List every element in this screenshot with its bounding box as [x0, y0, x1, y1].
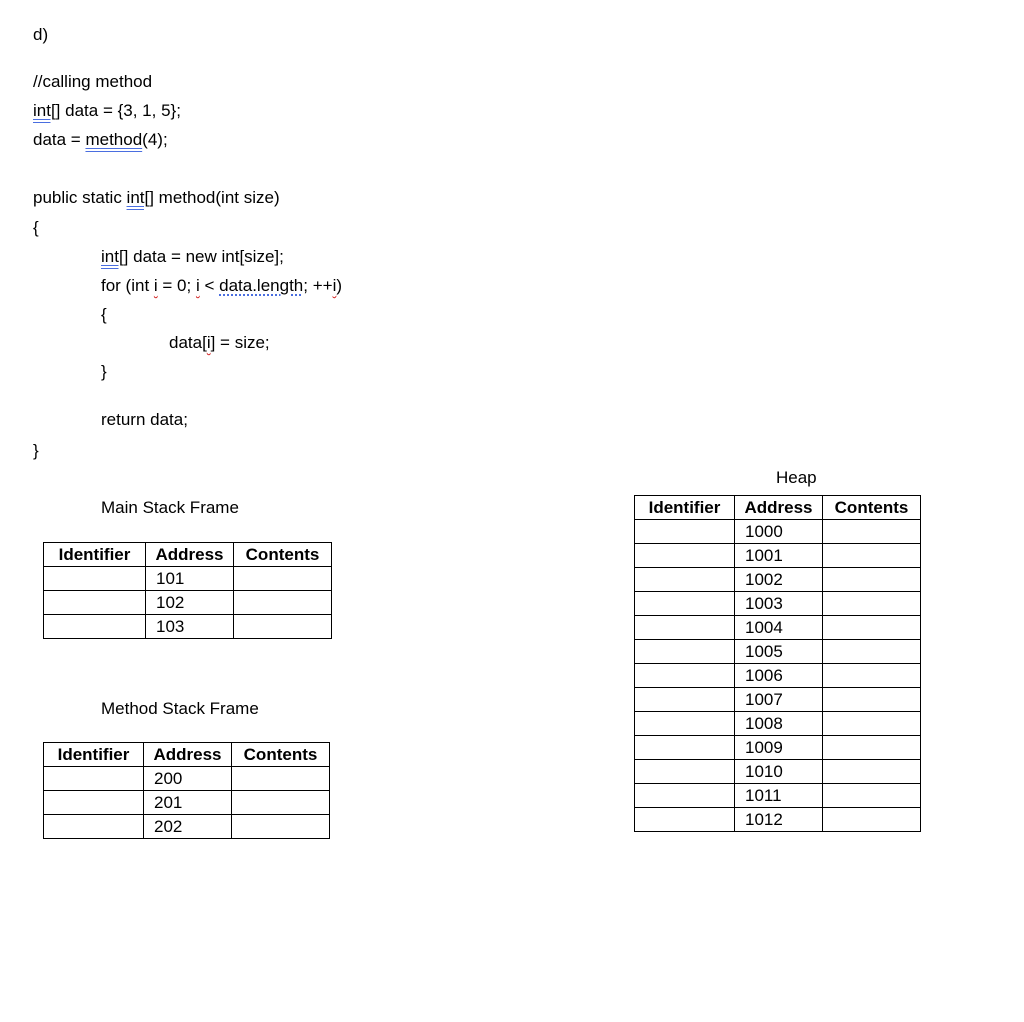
contents-cell[interactable] — [234, 567, 332, 591]
table-row — [635, 520, 921, 544]
identifier-cell[interactable] — [635, 760, 735, 784]
table-row — [44, 767, 330, 791]
address-cell: 1004 — [735, 616, 823, 640]
header-identifier: Identifier — [635, 496, 735, 520]
identifier-cell[interactable] — [44, 767, 144, 791]
code-type-token: int[] — [126, 188, 154, 207]
identifier-cell[interactable] — [635, 712, 735, 736]
code-var-token: i — [332, 276, 337, 295]
code-length-token: data.length — [219, 276, 304, 295]
code-text: method(int size) — [153, 188, 280, 207]
contents-cell[interactable] — [823, 616, 921, 640]
code-text: ) — [336, 276, 343, 295]
code-var-token: i — [206, 333, 211, 352]
code-type-token: int[] — [101, 247, 129, 266]
table-header-row — [44, 543, 332, 567]
address-cell: 103 — [146, 615, 234, 639]
contents-cell[interactable] — [823, 688, 921, 712]
identifier-cell[interactable] — [44, 591, 146, 615]
table-row — [635, 616, 921, 640]
code-return-line: return data; — [101, 410, 188, 429]
code-text: public static — [33, 188, 127, 207]
address-cell: 1008 — [735, 712, 823, 736]
contents-cell[interactable] — [823, 520, 921, 544]
header-contents: Contents — [234, 543, 332, 567]
address-cell: 202 — [144, 815, 232, 839]
contents-cell[interactable] — [234, 591, 332, 615]
contents-cell[interactable] — [232, 767, 330, 791]
question-label: d) — [33, 25, 49, 44]
table-row — [635, 808, 921, 832]
address-cell: 1000 — [735, 520, 823, 544]
address-cell: 1009 — [735, 736, 823, 760]
address-cell: 1010 — [735, 760, 823, 784]
code-text: < — [199, 276, 220, 295]
identifier-cell[interactable] — [635, 784, 735, 808]
table-row — [635, 784, 921, 808]
code-text: data = new int[size]; — [128, 247, 284, 266]
contents-cell[interactable] — [234, 615, 332, 639]
table-row — [44, 815, 330, 839]
contents-cell[interactable] — [823, 640, 921, 664]
address-cell: 1007 — [735, 688, 823, 712]
header-address: Address — [146, 543, 234, 567]
contents-cell[interactable] — [823, 664, 921, 688]
code-text: ; ++ — [303, 276, 333, 295]
address-cell: 1003 — [735, 592, 823, 616]
contents-cell[interactable] — [823, 568, 921, 592]
address-cell: 1011 — [735, 784, 823, 808]
table-row — [635, 688, 921, 712]
header-address: Address — [144, 743, 232, 767]
code-line-method-call — [33, 130, 168, 150]
table-row — [635, 592, 921, 616]
address-cell: 201 — [144, 791, 232, 815]
address-cell: 102 — [146, 591, 234, 615]
table-row — [635, 544, 921, 568]
identifier-cell[interactable] — [635, 568, 735, 592]
identifier-cell[interactable] — [635, 736, 735, 760]
code-comment: //calling method — [33, 72, 153, 91]
heap-title: Heap — [776, 468, 817, 487]
table-row — [635, 736, 921, 760]
main-frame-title: Main Stack Frame — [101, 498, 239, 517]
heap-table — [634, 495, 921, 832]
contents-cell[interactable] — [823, 808, 921, 832]
table-row — [44, 791, 330, 815]
table-row — [635, 664, 921, 688]
code-text: = 0; — [157, 276, 196, 295]
code-text: for (int — [101, 276, 154, 295]
table-row — [635, 640, 921, 664]
code-text: data = {3, 1, 5}; — [60, 101, 181, 120]
method-frame-table — [43, 742, 330, 839]
method-frame-title: Method Stack Frame — [101, 699, 259, 718]
code-line-assign — [169, 333, 270, 353]
code-var-token: i — [153, 276, 158, 295]
identifier-cell[interactable] — [635, 688, 735, 712]
code-text: data = — [33, 130, 86, 149]
code-line-array-init — [33, 101, 181, 121]
table-header-row — [44, 743, 330, 767]
identifier-cell[interactable] — [635, 664, 735, 688]
code-text: (4); — [142, 130, 168, 149]
address-cell: 1005 — [735, 640, 823, 664]
code-text: ] = size; — [210, 333, 270, 352]
code-var-token: i — [195, 276, 200, 295]
code-inner-close-brace: } — [101, 362, 107, 381]
identifier-cell[interactable] — [635, 640, 735, 664]
code-close-brace: } — [33, 441, 39, 460]
address-cell: 200 — [144, 767, 232, 791]
identifier-cell[interactable] — [44, 615, 146, 639]
header-contents: Contents — [823, 496, 921, 520]
contents-cell[interactable] — [823, 760, 921, 784]
code-call-token: method — [85, 130, 143, 149]
code-line-new-array — [101, 247, 284, 267]
contents-cell[interactable] — [823, 784, 921, 808]
address-cell: 1002 — [735, 568, 823, 592]
header-contents: Contents — [232, 743, 330, 767]
contents-cell[interactable] — [823, 712, 921, 736]
code-type-token: int[] — [33, 101, 61, 120]
header-address: Address — [735, 496, 823, 520]
table-row — [635, 760, 921, 784]
identifier-cell[interactable] — [44, 567, 146, 591]
table-row — [635, 568, 921, 592]
address-cell: 1006 — [735, 664, 823, 688]
code-inner-open-brace: { — [101, 305, 107, 324]
identifier-cell[interactable] — [635, 544, 735, 568]
code-text: data[ — [169, 333, 207, 352]
contents-cell[interactable] — [823, 592, 921, 616]
table-row — [44, 567, 332, 591]
address-cell: 1001 — [735, 544, 823, 568]
address-cell: 1012 — [735, 808, 823, 832]
identifier-cell[interactable] — [635, 808, 735, 832]
code-line-for-loop — [101, 276, 342, 296]
table-row — [44, 615, 332, 639]
identifier-cell[interactable] — [635, 520, 735, 544]
contents-cell[interactable] — [232, 791, 330, 815]
address-cell: 101 — [146, 567, 234, 591]
table-header-row — [635, 496, 921, 520]
header-identifier: Identifier — [44, 743, 144, 767]
identifier-cell[interactable] — [635, 616, 735, 640]
contents-cell[interactable] — [823, 736, 921, 760]
table-row — [635, 712, 921, 736]
identifier-cell[interactable] — [44, 815, 144, 839]
main-frame-table — [43, 542, 332, 639]
identifier-cell[interactable] — [635, 592, 735, 616]
code-open-brace: { — [33, 218, 39, 237]
contents-cell[interactable] — [823, 544, 921, 568]
code-line-signature — [33, 188, 280, 208]
contents-cell[interactable] — [232, 815, 330, 839]
header-identifier: Identifier — [44, 543, 146, 567]
table-row — [44, 591, 332, 615]
identifier-cell[interactable] — [44, 791, 144, 815]
